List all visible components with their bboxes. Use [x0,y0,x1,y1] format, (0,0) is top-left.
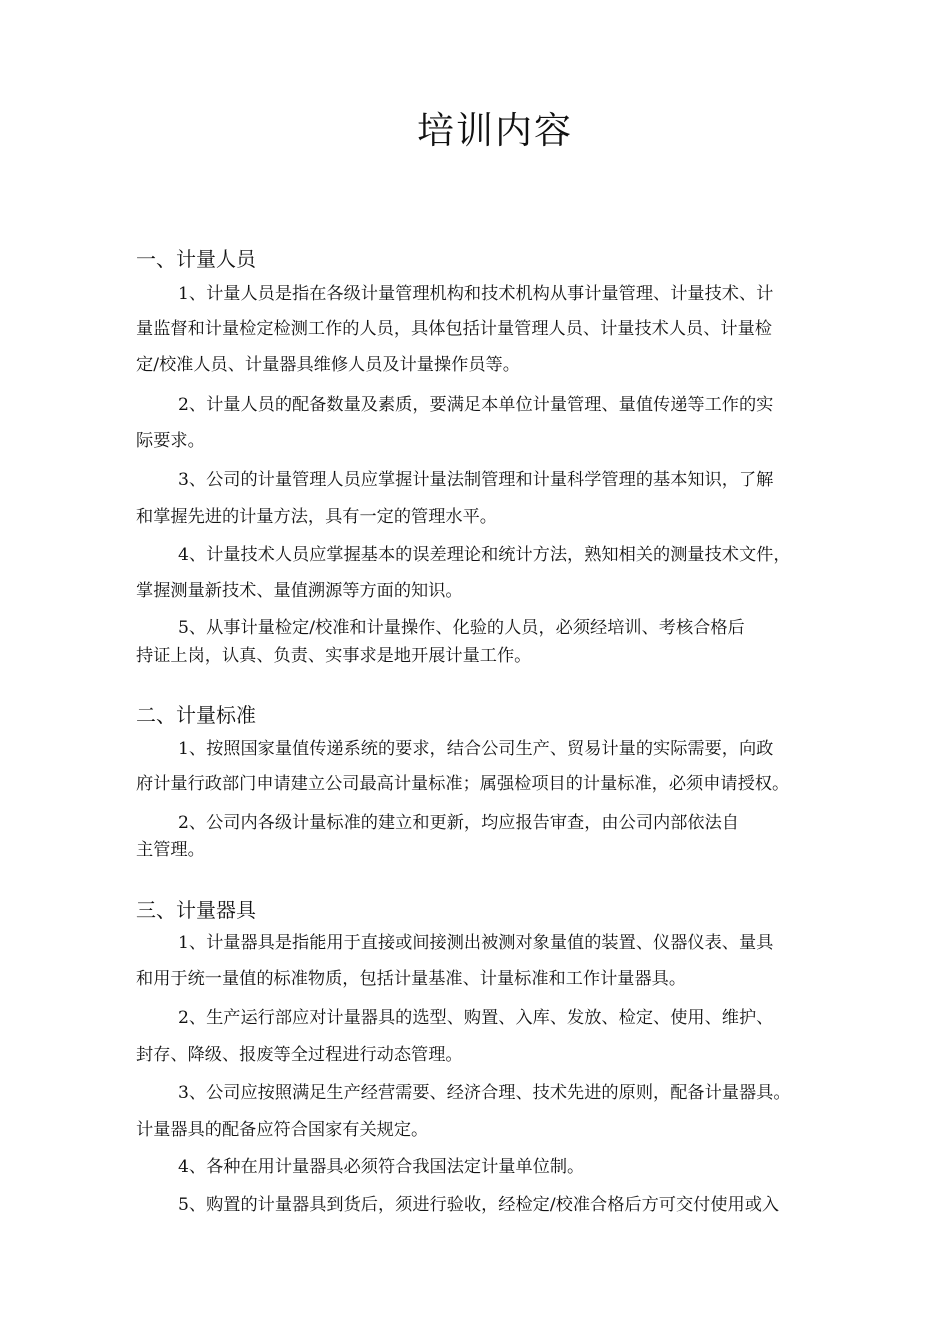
paragraph-line: 1、计量人员是指在各级计量管理机构和技术机构从事计量管理、计量技术、计 [178,284,774,304]
paragraph-line: 2、生产运行部应对计量器具的选型、购置、入库、发放、检定、使用、维护、 [178,1008,774,1028]
paragraph-line: 5、从事计量检定/校准和计量操作、化验的人员，必须经培训、考核合格后 [178,618,745,638]
paragraph-line: 际要求。 [136,431,205,451]
paragraph-line: 计量器具的配备应符合国家有关规定。 [136,1120,429,1140]
paragraph-line: 和掌握先进的计量方法，具有一定的管理水平。 [136,507,497,527]
paragraph-line: 1、按照国家量值传递系统的要求，结合公司生产、贸易计量的实际需要，向政 [178,739,774,759]
paragraph-line: 5、购置的计量器具到货后，须进行验收，经检定/校准合格后方可交付使用或入 [178,1195,780,1215]
paragraph-line: 掌握测量新技术、量值溯源等方面的知识。 [136,581,463,601]
paragraph-line: 4、计量技术人员应掌握基本的误差理论和统计方法，熟知相关的测量技术文件， [178,545,791,565]
section-heading: 一、计量人员 [136,247,256,271]
page-title: 培训内容 [417,109,573,152]
paragraph-line: 量监督和计量检定检测工作的人员，具体包括计量管理人员、计量技术人员、计量检 [136,319,772,339]
paragraph-line: 3、公司应按照满足生产经营需要、经济合理、技术先进的原则，配备计量器具。 [178,1083,791,1103]
section-heading: 二、计量标准 [136,703,256,727]
paragraph-line: 2、计量人员的配备数量及素质，要满足本单位计量管理、量值传递等工作的实 [178,395,774,415]
paragraph-line: 定/校准人员、计量器具维修人员及计量操作员等。 [136,355,520,375]
paragraph-line: 2、公司内各级计量标准的建立和更新，均应报告审查，由公司内部依法自 [178,813,739,833]
paragraph-line: 4、各种在用计量器具必须符合我国法定计量单位制。 [178,1157,585,1177]
paragraph-line: 府计量行政部门申请建立公司最高计量标准；属强检项目的计量标准，必须申请授权。 [136,774,790,794]
paragraph-line: 和用于统一量值的标准物质，包括计量基准、计量标准和工作计量器具。 [136,969,687,989]
paragraph-line: 1、计量器具是指能用于直接或间接测出被测对象量值的装置、仪器仪表、量具 [178,933,774,953]
paragraph-line: 3、公司的计量管理人员应掌握计量法制管理和计量科学管理的基本知识，了解 [178,470,774,490]
paragraph-line: 封存、降级、报废等全过程进行动态管理。 [136,1045,463,1065]
paragraph-line: 持证上岗，认真、负责、实事求是地开展计量工作。 [136,646,532,666]
paragraph-line: 主管理。 [136,840,205,860]
section-heading: 三、计量器具 [136,898,256,922]
